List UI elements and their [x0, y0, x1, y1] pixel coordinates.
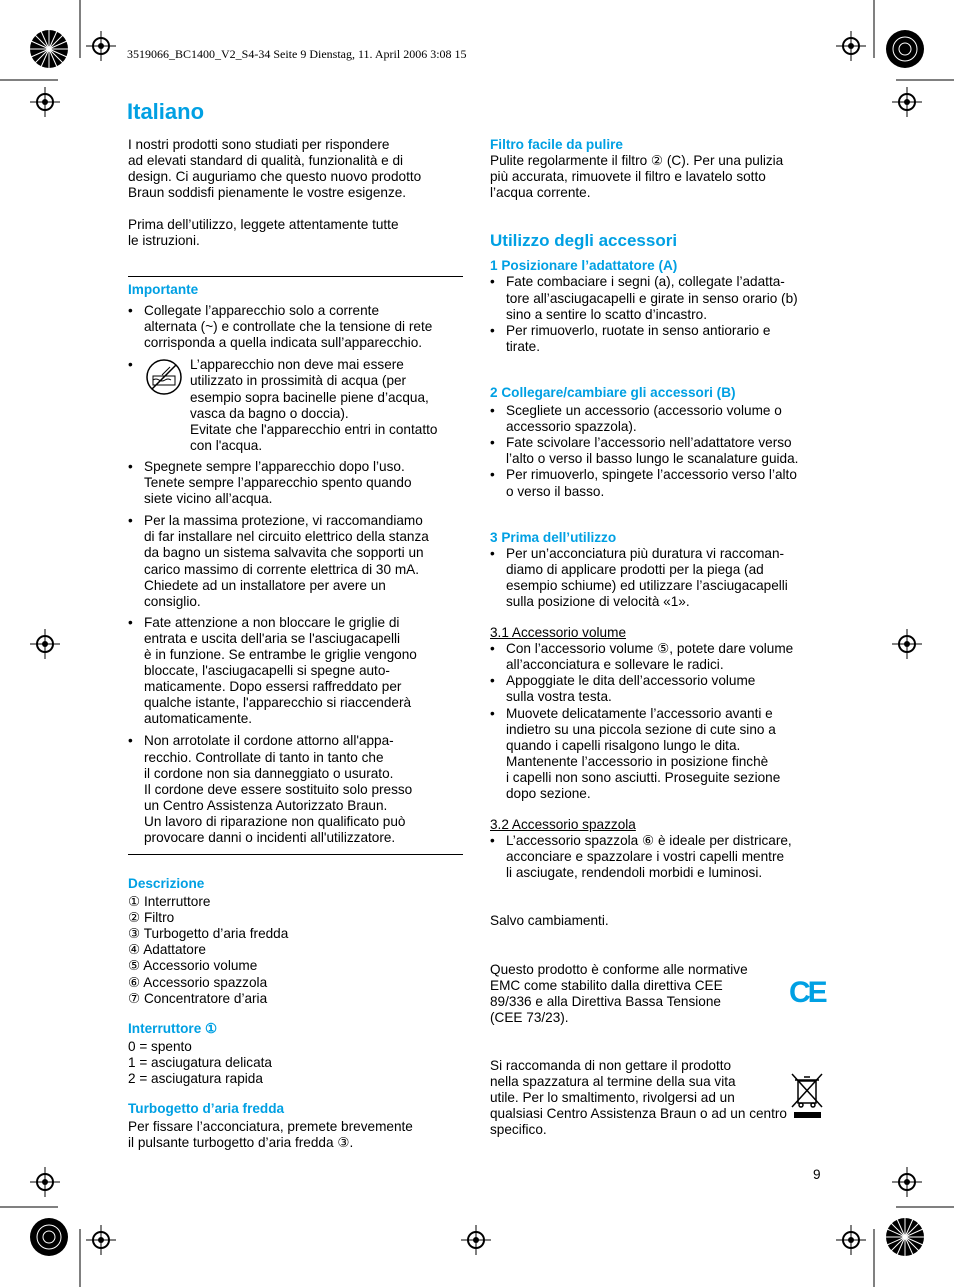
filter-heading: Filtro facile da pulire	[490, 137, 623, 152]
registration-mark-icon	[836, 31, 866, 61]
list-item: • Per la massima protezione, vi raccomandiamo di far installare nel circuito elettrico della stanza da bagno un sistema salvavita che sopporti un carico massimo di corrente elettrica di 30 mA. Chiedete ad un installatore per avere un consiglio.	[128, 513, 468, 610]
section-divider	[128, 854, 463, 855]
list-item: • Fate attenzione a non bloccare le griglie di entrata e uscita dell'aria se l'asciugacapelli è in funzione. Se entrambe le griglie vengono bloccate, l'asciugacapelli si spegne auto- maticamente. Dopo essersi raffreddato per qualche istante, l'apparecchio si riaccenderà automaticamente.	[128, 615, 468, 728]
description-section	[128, 876, 468, 1151]
page-number: 9	[813, 1167, 821, 1182]
left-column	[128, 137, 468, 250]
step-heading: 3 Prima dell’utilizzo	[490, 529, 617, 545]
description-item: ① Interruttore	[128, 894, 211, 910]
description-item: ⑦ Concentratore d’aria	[128, 990, 268, 1006]
disposal-statement: Si raccomanda di non gettare il prodotto nella spazzatura al termine della sua vita utile. Per lo smaltimento, rivolgersi ad un qualsiasi Centro Assistenza Braun o ad un centro specifico.	[490, 1057, 787, 1138]
registration-mark-icon	[836, 1225, 866, 1255]
registration-mark-icon	[86, 1225, 116, 1255]
description-item: ③ Turbogetto d’aria fredda	[128, 926, 289, 942]
accessories-heading: Utilizzo degli accessori	[490, 231, 678, 251]
description-item: ② Filtro	[128, 910, 175, 926]
switch-item: 1 = asciugatura delicata	[128, 1054, 272, 1070]
print-meta-line: 3519066_BC1400_V2_S4-34 Seite 9 Dienstag, 11. April 2006 3:08 15	[127, 47, 467, 61]
ce-mark-icon: CE	[789, 976, 825, 1009]
subsection-heading: 3.2 Accessorio spazzola	[490, 817, 636, 833]
registration-mark-icon	[892, 1167, 922, 1197]
description-heading: Descrizione	[128, 876, 205, 891]
registration-mark-icon	[461, 1225, 491, 1255]
description-item: ④ Adattatore	[128, 942, 206, 958]
registration-mark-icon	[86, 31, 116, 61]
starburst-mark-icon	[29, 1217, 69, 1257]
registration-mark-icon	[30, 629, 60, 659]
turbo-line: Per fissare l’acconciatura, premete brevemente	[128, 1119, 413, 1135]
list-item: • Collegate l’apparecchio solo a corrente alternata (~) e controllate che la tensione di rete corrisponda a quella indicata sull’apparecchio.	[128, 303, 468, 351]
list-item: • Muovete delicatamente l’accessorio avanti e indietro su una piccola sezione di cute sino a quando i capelli risalgono lungo le dita. Mantenente l’accessorio in posizione finchè i capelli non sono asciutti. Proseguite sezione dopo sezione.	[490, 706, 830, 803]
list-item: • L’accessorio spazzola ⑥ è ideale per districare, acconciare e spazzolare i vostri capelli mentre li asciugate, rendendoli morbidi e luminosi.	[490, 833, 830, 881]
before-use-line: Prima dell’utilizzo, leggete attentamente tutte	[128, 217, 399, 233]
step-heading: 2 Collegare/cambiare gli accessori (B)	[490, 384, 736, 400]
important-heading: Importante	[128, 282, 199, 297]
turbo-line: il pulsante turbogetto d’aria fredda ③.	[128, 1135, 354, 1151]
intro-line: ad elevati standard di qualità, funzionalità e di	[128, 153, 404, 169]
registration-mark-icon	[892, 87, 922, 117]
intro-line: design. Ci auguriamo che questo nuovo prodotto	[128, 169, 422, 185]
description-item: ⑤ Accessorio volume	[128, 958, 258, 974]
ce-statement: Questo prodotto è conforme alle normative EMC come stabilito dalla direttiva CEE 89/336 e alla Direttiva Bassa Tensione (CEE 73/23).	[490, 961, 748, 1025]
registration-mark-icon	[30, 1167, 60, 1197]
list-item: • L’apparecchio non deve mai essere utilizzato in prossimità di acqua (per esempio sopra bacinelle piene d’acqua, vasca da bagno o doccia). Evitate che l'apparecchio entri in contatto con l'acqua.	[128, 357, 468, 454]
filter-line: Pulite regolarmente il filtro ② (C). Per una pulizia	[490, 153, 784, 169]
starburst-mark-icon	[885, 29, 925, 69]
starburst-mark-icon	[885, 1217, 925, 1257]
list-item: • Scegliete un accessorio (accessorio volume o accessorio spazzola).	[490, 403, 830, 435]
list-item: • Non arrotolate il cordone attorno all'appa- recchio. Controllate di tanto in tanto che il cordone non sia danneggiato o usurato. Il cordone deve essere sostituito solo presso un Centro Assistenza Autorizzato Braun. Un lavoro di riparazione non qualificato può provocare danni o incidenti all'utilizzatore.	[128, 733, 468, 846]
intro-line: I nostri prodotti sono studiati per rispondere	[128, 137, 390, 152]
list-item: • Spegnete sempre l’apparecchio dopo l’uso. Tenete sempre l’apparecchio spento quando siete vicino all’acqua.	[128, 459, 468, 507]
list-item: • Per un’acconciatura più duratura vi raccoman- diamo di applicare prodotti per la piega (ad esempio schiume) ed utilizzare l’asciugacapelli sulla posizione di velocità «1».	[490, 546, 830, 610]
description-item: ⑥ Accessorio spazzola	[128, 974, 268, 990]
filter-line: più accurata, rimuovete il filtro e lavatelo sotto	[490, 169, 766, 185]
important-section	[128, 282, 468, 846]
switch-item: 0 = spento	[128, 1038, 192, 1054]
changes-note: Salvo cambiamenti.	[490, 913, 609, 929]
turbo-heading: Turbogetto d’aria fredda	[128, 1101, 285, 1117]
section-divider	[128, 276, 463, 277]
list-item: • Fate scivolare l’accessorio nell’adattatore verso l’alto o verso il basso lungo le scanalature guida.	[490, 435, 830, 467]
list-item: • Con l’accessorio volume ⑤, potete dare volume all’acconciatura e sollevare le radici.	[490, 641, 830, 673]
filter-line: l’acqua corrente.	[490, 185, 591, 201]
starburst-mark-icon	[29, 29, 69, 69]
switch-heading: Interruttore ①	[128, 1020, 218, 1036]
crossed-bin-icon	[790, 1071, 824, 1119]
before-use-line: le istruzioni.	[128, 233, 200, 249]
registration-mark-icon	[30, 87, 60, 117]
list-item: • Per rimuoverlo, ruotate in senso antiorario e tirate.	[490, 323, 830, 355]
subsection-heading: 3.1 Accessorio volume	[490, 625, 627, 641]
list-item: • Per rimuoverlo, spingete l’accessorio verso l’alto o verso il basso.	[490, 467, 830, 499]
switch-item: 2 = asciugatura rapida	[128, 1071, 263, 1087]
page-title: Italiano	[127, 99, 205, 124]
right-column	[490, 137, 830, 1138]
intro-line: Braun soddisfi pienamente le vostre esigenze.	[128, 185, 407, 201]
list-item: • Fate combaciare i segni (a), collegate l’adatta- tore all’asciugacapelli e girate in senso orario (b) sino a sentire lo scatto d’incastro.	[490, 274, 830, 322]
list-item: • Appoggiate le dita dell’accessorio volume sulla vostra testa.	[490, 673, 830, 705]
registration-mark-icon	[892, 629, 922, 659]
no-water-icon	[144, 359, 184, 395]
step-heading: 1 Posizionare l’adattatore (A)	[490, 258, 678, 274]
